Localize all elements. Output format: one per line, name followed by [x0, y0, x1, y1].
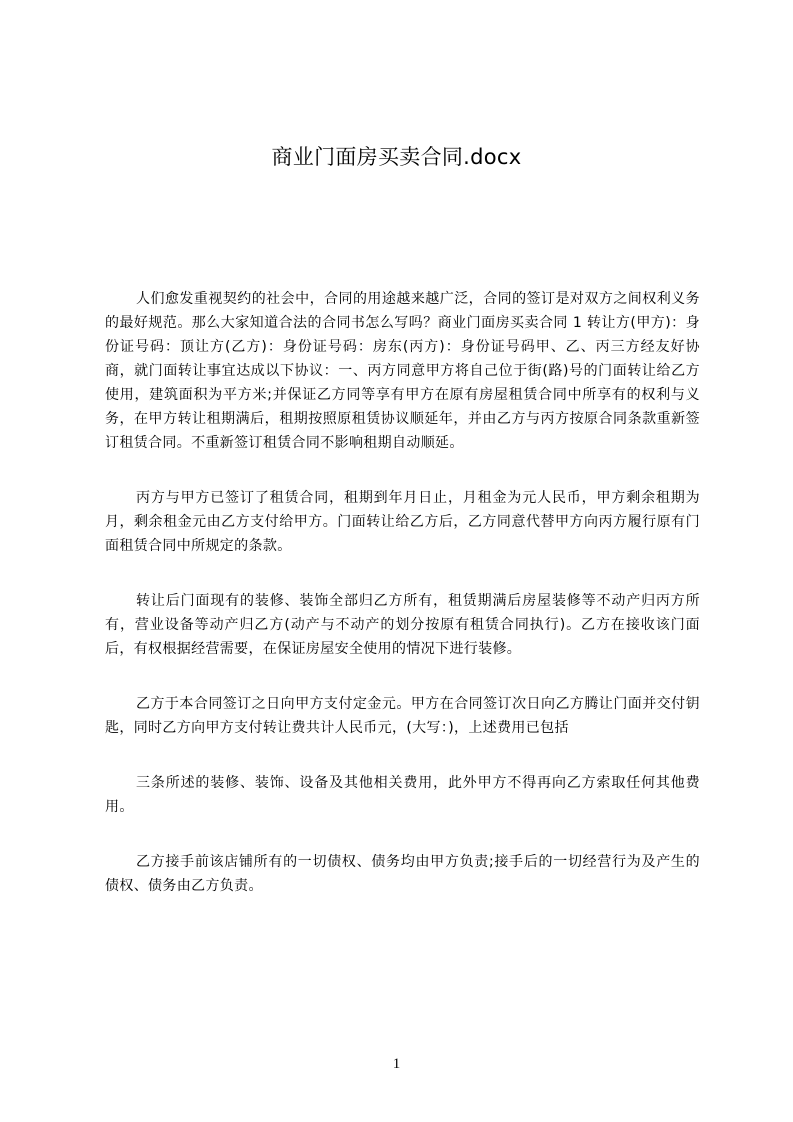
paragraph-renovation-ownership: 转让后门面现有的装修、装饰全部归乙方所有，租赁期满后房屋装修等不动产归丙方所有，营业设备等动产归乙方(动产与不动产的划分按原有租赁合同执行)。乙方在接收该门面后，有权根据经营需要，在保证房屋安全使用的情况下进行装修。 [105, 593, 700, 657]
paragraph-liabilities: 乙方接手前该店铺所有的一切债权、债务均由甲方负责;接手后的一切经营行为及产生的债权、债务由乙方负责。 [105, 854, 700, 894]
paragraph-fees-included: 三条所述的装修、装饰、设备及其他相关费用，此外甲方不得再向乙方索取任何其他费用。 [105, 775, 700, 815]
paragraph-lease-terms: 丙方与甲方已签订了租赁合同，租期到年月日止，月租金为元人民币，甲方剩余租期为月，剩余租金元由乙方支付给甲方。门面转让给乙方后，乙方同意代替甲方向丙方履行原有门面租赁合同中所规定的条款。 [105, 490, 700, 554]
document-title: 商业门面房买卖合同.docx [271, 145, 522, 169]
paragraph-payment: 乙方于本合同签订之日向甲方支付定金元。甲方在合同签订次日向乙方腾让门面并交付钥匙，同时乙方向甲方支付转让费共计人民币元，(大写：)，上述费用已包括 [105, 696, 700, 736]
document-body [105, 287, 700, 929]
paragraph-intro: 人们愈发重视契约的社会中，合同的用途越来越广泛，合同的签订是对双方之间权利义务的最好规范。那么大家知道合法的合同书怎么写吗？商业门面房买卖合同 1 转让方(甲方)：身份证号码：顶让方(乙方)：身份证号码：房东(丙方)：身份证号码甲、乙、丙三方经友好协商，就门面转让事宜达成以下协议：一、丙方同意甲方将自己位于街(路)号的门面转让给乙方使用，建筑面积为平方米;并保证乙方同等享有甲方在原有房屋租赁合同中所享有的权利与义务，在甲方转让租期满后，租期按照原租赁协议顺延年，并由乙方与丙方按原合同条款重新签订租赁合同。不重新签订租赁合同不影响租期自动顺延。 [105, 291, 700, 451]
page-number: 1 [392, 1056, 401, 1072]
